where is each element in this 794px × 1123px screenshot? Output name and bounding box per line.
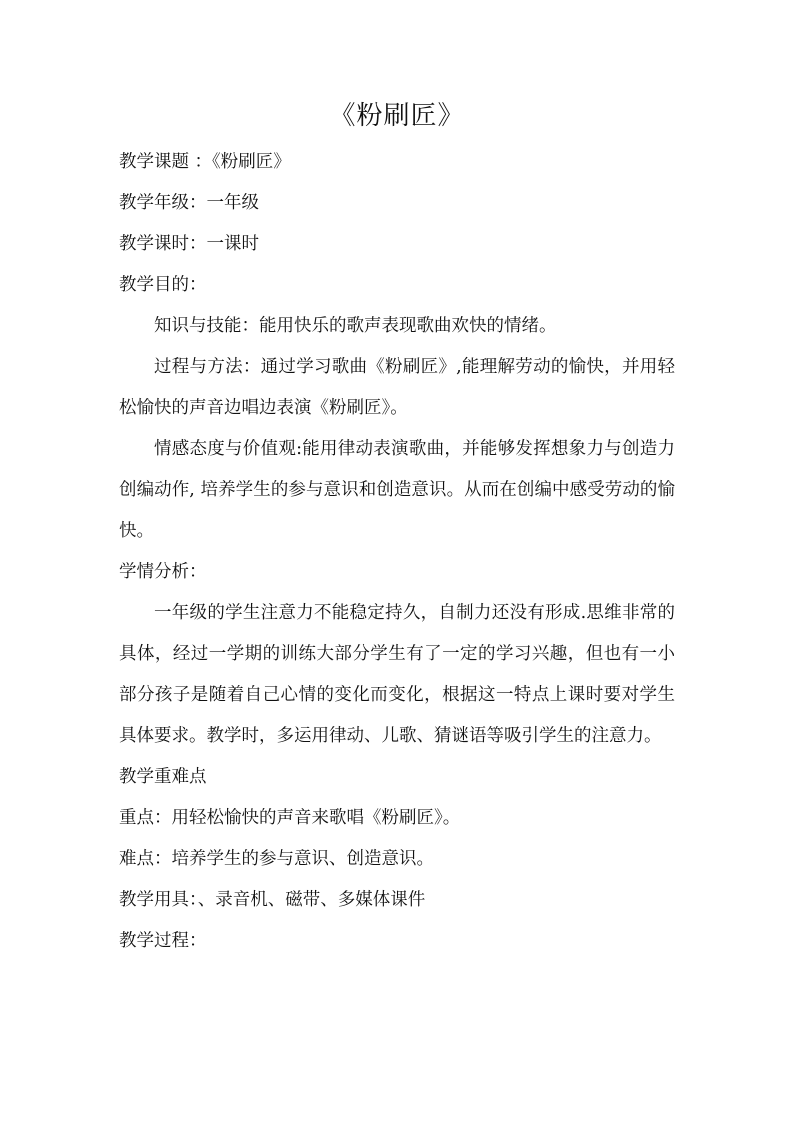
goals-heading: 教学目的： (119, 275, 207, 295)
tools-line: 教学用具：、录音机、磁带、多媒体课件 (119, 890, 426, 910)
process-heading: 教学过程： (119, 931, 207, 951)
document-body (119, 142, 675, 962)
document-title: 《粉刷匠》 (329, 101, 465, 131)
analysis-paragraph: 一年级的学生注意力不能稳定持久，自制力还没有形成.思维非常的具体，经过一学期的训练大部分学生有了一定的学习兴趣，但也有一小部分孩子是随着自己心情的变化而变化，根据这一特点上课时要对学生具体要求。教学时，多运用律动、儿歌、猜谜语等吸引学生的注意力。 (119, 603, 675, 746)
difficulty-line: 难点：培养学生的参与意识、创造意识。 (119, 849, 434, 869)
goal-emotion-paragraph: 情感态度与价值观:能用律动表演歌曲，并能够发挥想象力与创造力创编动作, 培养学生的参与意识和创造意识。从而在创编中感受劳动的愉快。 (119, 439, 675, 541)
keypoint-line: 重点：用轻松愉快的声音来歌唱《粉刷匠》。 (119, 808, 461, 828)
grade-line: 教学年级：一年级 (119, 193, 259, 213)
keypoints-heading: 教学重难点 (119, 767, 207, 787)
goal-knowledge-paragraph: 知识与技能：能用快乐的歌声表现歌曲欢快的情绪。 (154, 316, 557, 336)
analysis-heading: 学情分析： (119, 562, 207, 582)
hours-line: 教学课时：一课时 (119, 234, 259, 254)
topic-line: 教学课题 ：《粉刷匠》 (119, 152, 291, 172)
goal-process-paragraph: 过程与方法：通过学习歌曲《粉刷匠》,能理解劳动的愉快，并用轻松愉快的声音边唱边表演《粉刷匠》。 (119, 357, 675, 418)
